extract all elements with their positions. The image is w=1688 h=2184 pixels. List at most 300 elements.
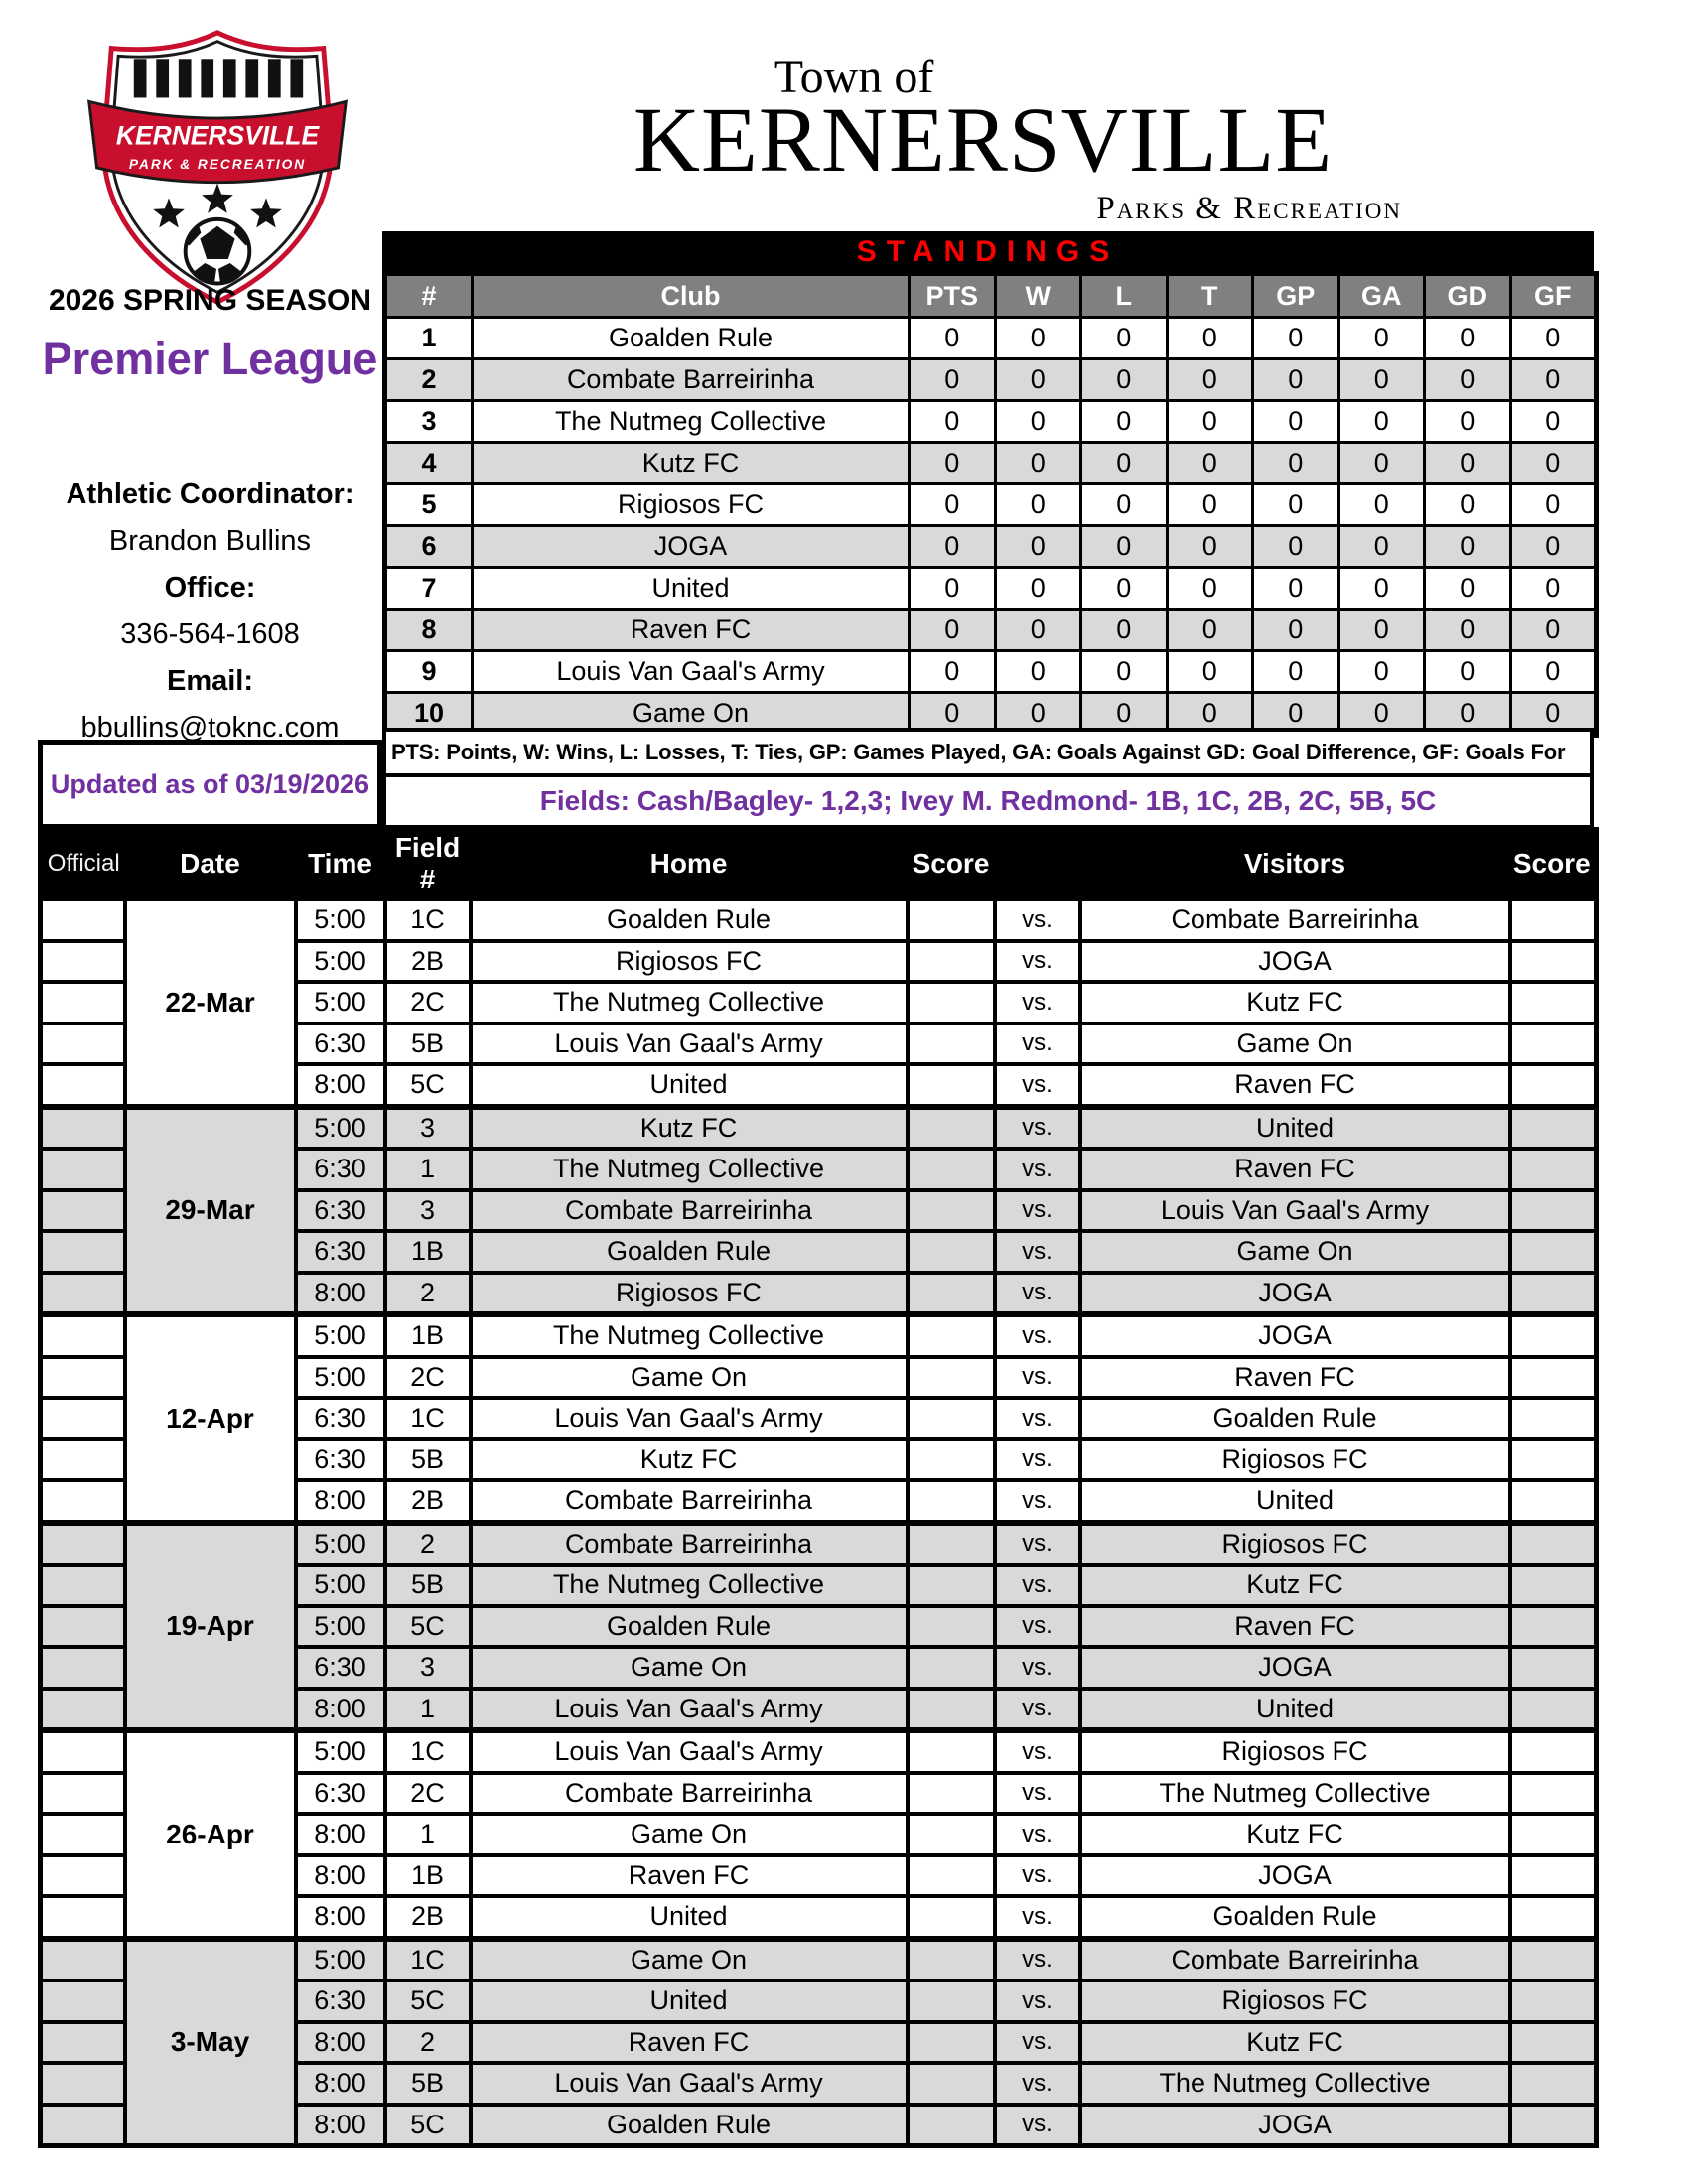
field-cell: 1B	[385, 1855, 471, 1897]
home-team-cell: Raven FC	[471, 1855, 908, 1897]
stat-cell: 0	[1425, 443, 1511, 484]
visitor-score-cell	[1510, 982, 1597, 1024]
stat-cell: 0	[1425, 401, 1511, 443]
visitor-score-cell	[1510, 1231, 1597, 1273]
time-cell: 8:00	[296, 2105, 385, 2146]
rank-cell: 7	[385, 568, 473, 610]
rank-cell: 3	[385, 401, 473, 443]
official-cell	[41, 1149, 125, 1190]
stat-cell: 0	[1167, 610, 1253, 651]
stat-cell: 0	[995, 484, 1081, 526]
field-cell: 5C	[385, 1606, 471, 1648]
field-cell: 2C	[385, 982, 471, 1024]
time-cell: 5:00	[296, 1939, 385, 1981]
vs-cell: vs.	[995, 1980, 1080, 2022]
field-cell: 2	[385, 2022, 471, 2064]
visitor-score-cell	[1510, 1896, 1597, 1939]
standings-row	[385, 651, 1597, 693]
schedule-col-header-date: Date	[125, 830, 296, 899]
game-row	[41, 1314, 1597, 1357]
official-cell	[41, 1896, 125, 1939]
home-team-cell: Louis Van Gaal's Army	[471, 1689, 908, 1731]
visitor-team-cell: Kutz FC	[1080, 982, 1510, 1024]
official-cell	[41, 1398, 125, 1439]
stat-cell: 0	[1253, 610, 1339, 651]
standings-row	[385, 359, 1597, 401]
vs-cell: vs.	[995, 1190, 1080, 1232]
schedule-col-header-score: Score	[908, 830, 995, 899]
stat-cell: 0	[910, 568, 996, 610]
time-cell: 8:00	[296, 1480, 385, 1523]
visitor-score-cell	[1510, 1565, 1597, 1606]
time-cell: 5:00	[296, 1357, 385, 1399]
club-cell: United	[473, 568, 910, 610]
visitor-team-cell: Rigiosos FC	[1080, 1980, 1510, 2022]
home-team-cell: Kutz FC	[471, 1439, 908, 1481]
time-cell: 8:00	[296, 1855, 385, 1897]
stat-cell: 0	[1338, 359, 1425, 401]
field-cell: 3	[385, 1647, 471, 1689]
stat-cell: 0	[1338, 484, 1425, 526]
time-cell: 8:00	[296, 1814, 385, 1855]
schedule-col-header-score: Score	[1510, 830, 1597, 899]
official-cell	[41, 1814, 125, 1855]
home-score-cell	[908, 1149, 995, 1190]
stat-cell: 0	[995, 318, 1081, 359]
home-score-cell	[908, 941, 995, 983]
date-cell: 26-Apr	[125, 1730, 296, 1939]
visitor-team-cell: Kutz FC	[1080, 1814, 1510, 1855]
email-address: bbullins@toknc.com	[80, 712, 340, 744]
field-cell: 3	[385, 1107, 471, 1150]
vs-cell: vs.	[995, 1024, 1080, 1065]
stat-cell: 0	[1338, 443, 1425, 484]
stat-cell: 0	[1081, 401, 1168, 443]
standings-row	[385, 318, 1597, 359]
vs-cell: vs.	[995, 1357, 1080, 1399]
time-cell: 5:00	[296, 898, 385, 941]
visitor-team-cell: Raven FC	[1080, 1357, 1510, 1399]
stat-cell: 0	[1338, 401, 1425, 443]
logo-ribbon-line1: KERNERSVILLE	[115, 120, 320, 151]
home-score-cell	[908, 1980, 995, 2022]
standings-row	[385, 484, 1597, 526]
stat-cell: 0	[1253, 443, 1339, 484]
stat-cell: 0	[1338, 651, 1425, 693]
stat-cell: 0	[1425, 318, 1511, 359]
visitor-score-cell	[1510, 1730, 1597, 1773]
home-score-cell	[908, 2105, 995, 2146]
home-team-cell: The Nutmeg Collective	[471, 1565, 908, 1606]
vs-cell: vs.	[995, 1231, 1080, 1273]
stat-cell: 0	[1081, 610, 1168, 651]
home-team-cell: Combate Barreirinha	[471, 1773, 908, 1815]
home-score-cell	[908, 2022, 995, 2064]
standings-section	[382, 231, 1594, 738]
field-cell: 1B	[385, 1231, 471, 1273]
official-cell	[41, 2022, 125, 2064]
stat-cell: 0	[910, 401, 996, 443]
vs-cell: vs.	[995, 2022, 1080, 2064]
visitor-score-cell	[1510, 1689, 1597, 1731]
home-team-cell: Louis Van Gaal's Army	[471, 1398, 908, 1439]
stat-cell: 0	[910, 359, 996, 401]
field-cell: 2B	[385, 1480, 471, 1523]
visitor-team-cell: JOGA	[1080, 1314, 1510, 1357]
time-cell: 6:30	[296, 1190, 385, 1232]
vs-cell: vs.	[995, 1480, 1080, 1523]
stat-cell: 0	[1338, 318, 1425, 359]
stat-cell: 0	[995, 526, 1081, 568]
home-score-cell	[908, 1647, 995, 1689]
stat-cell: 0	[1338, 693, 1425, 736]
field-cell: 5C	[385, 2105, 471, 2146]
vs-cell: vs.	[995, 1939, 1080, 1981]
home-team-cell: Goalden Rule	[471, 1606, 908, 1648]
home-score-cell	[908, 1523, 995, 1566]
field-cell: 1	[385, 1814, 471, 1855]
visitor-team-cell: Game On	[1080, 1231, 1510, 1273]
home-score-cell	[908, 1439, 995, 1481]
stat-cell: 0	[1425, 568, 1511, 610]
stat-cell: 0	[1510, 484, 1597, 526]
schedule-col-header-vs	[995, 830, 1080, 899]
league-name: Premier League	[42, 334, 378, 384]
stat-cell: 0	[1338, 568, 1425, 610]
field-cell: 5B	[385, 2063, 471, 2105]
official-cell	[41, 1480, 125, 1523]
office-phone: 336-564-1608	[120, 618, 300, 650]
standings-table	[382, 271, 1599, 738]
office-label: Office:	[164, 572, 256, 604]
field-cell: 1B	[385, 1314, 471, 1357]
visitor-team-cell: The Nutmeg Collective	[1080, 2063, 1510, 2105]
vs-cell: vs.	[995, 1730, 1080, 1773]
home-score-cell	[908, 1480, 995, 1523]
vs-cell: vs.	[995, 1647, 1080, 1689]
standings-row	[385, 610, 1597, 651]
stat-cell: 0	[1167, 484, 1253, 526]
schedule-col-header-home: Home	[471, 830, 908, 899]
time-cell: 5:00	[296, 982, 385, 1024]
club-cell: Raven FC	[473, 610, 910, 651]
field-cell: 1C	[385, 1939, 471, 1981]
official-cell	[41, 1273, 125, 1315]
fields-note: Fields: Cash/Bagley- 1,2,3; Ivey M. Redmond- 1B, 1C, 2B, 2C, 5B, 5C	[382, 773, 1594, 829]
official-cell	[41, 1855, 125, 1897]
visitor-score-cell	[1510, 1980, 1597, 2022]
home-score-cell	[908, 1606, 995, 1648]
field-cell: 2C	[385, 1357, 471, 1399]
home-score-cell	[908, 1273, 995, 1315]
club-cell: Goalden Rule	[473, 318, 910, 359]
visitor-score-cell	[1510, 1814, 1597, 1855]
stat-cell: 0	[1425, 484, 1511, 526]
schedule-col-header-official: Official	[41, 830, 125, 899]
visitor-team-cell: JOGA	[1080, 2105, 1510, 2146]
visitor-team-cell: United	[1080, 1107, 1510, 1150]
visitor-team-cell: United	[1080, 1480, 1510, 1523]
vs-cell: vs.	[995, 1565, 1080, 1606]
home-score-cell	[908, 1689, 995, 1731]
visitor-score-cell	[1510, 1939, 1597, 1981]
field-cell: 5C	[385, 1980, 471, 2022]
game-row	[41, 1523, 1597, 1566]
visitor-score-cell	[1510, 1107, 1597, 1150]
stat-cell: 0	[1167, 401, 1253, 443]
time-cell: 6:30	[296, 1398, 385, 1439]
stat-cell: 0	[1081, 693, 1168, 736]
standings-col-header-T: T	[1167, 274, 1253, 318]
rank-cell: 9	[385, 651, 473, 693]
home-team-cell: The Nutmeg Collective	[471, 982, 908, 1024]
visitor-score-cell	[1510, 1190, 1597, 1232]
field-cell: 5B	[385, 1024, 471, 1065]
time-cell: 5:00	[296, 941, 385, 983]
home-score-cell	[908, 1730, 995, 1773]
club-cell: Louis Van Gaal's Army	[473, 651, 910, 693]
stat-cell: 0	[1253, 526, 1339, 568]
document-title-block	[556, 50, 1410, 233]
title-kernersville: KERNERSVILLE	[633, 89, 1334, 192]
standings-row	[385, 443, 1597, 484]
time-cell: 5:00	[296, 1523, 385, 1566]
schedule-col-header-visitors: Visitors	[1080, 830, 1510, 899]
vs-cell: vs.	[995, 1523, 1080, 1566]
field-cell: 1C	[385, 1398, 471, 1439]
field-cell: 5C	[385, 1064, 471, 1107]
official-cell	[41, 898, 125, 941]
game-row	[41, 1107, 1597, 1150]
stat-cell: 0	[1167, 443, 1253, 484]
official-cell	[41, 1314, 125, 1357]
standings-legend: PTS: Points, W: Wins, L: Losses, T: Ties, GP: Games Played, GA: Goals Against GD: Goal Difference, GF: Goals For	[382, 728, 1594, 777]
stat-cell: 0	[910, 484, 996, 526]
standings-col-header-GA: GA	[1338, 274, 1425, 318]
stat-cell: 0	[1510, 693, 1597, 736]
official-cell	[41, 1357, 125, 1399]
standings-row	[385, 568, 1597, 610]
season-title: 2026 SPRING SEASON	[48, 284, 372, 317]
official-cell	[41, 2105, 125, 2146]
standings-col-header-#: #	[385, 274, 473, 318]
visitor-score-cell	[1510, 1480, 1597, 1523]
club-cell: JOGA	[473, 526, 910, 568]
stat-cell: 0	[1253, 568, 1339, 610]
field-cell: 3	[385, 1190, 471, 1232]
visitor-team-cell: JOGA	[1080, 1647, 1510, 1689]
stat-cell: 0	[1510, 526, 1597, 568]
stat-cell: 0	[1510, 318, 1597, 359]
rank-cell: 5	[385, 484, 473, 526]
vs-cell: vs.	[995, 1606, 1080, 1648]
home-team-cell: Combate Barreirinha	[471, 1190, 908, 1232]
visitor-score-cell	[1510, 1398, 1597, 1439]
visitor-team-cell: Raven FC	[1080, 1606, 1510, 1648]
field-cell: 5B	[385, 1565, 471, 1606]
home-score-cell	[908, 1024, 995, 1065]
time-cell: 6:30	[296, 1980, 385, 2022]
vs-cell: vs.	[995, 1398, 1080, 1439]
home-score-cell	[908, 1773, 995, 1815]
home-team-cell: Goalden Rule	[471, 898, 908, 941]
vs-cell: vs.	[995, 1773, 1080, 1815]
official-cell	[41, 1064, 125, 1107]
vs-cell: vs.	[995, 898, 1080, 941]
stat-cell: 0	[1253, 693, 1339, 736]
standings-col-header-Club: Club	[473, 274, 910, 318]
time-cell: 6:30	[296, 1439, 385, 1481]
home-team-cell: Rigiosos FC	[471, 1273, 908, 1315]
time-cell: 5:00	[296, 1565, 385, 1606]
stat-cell: 0	[1081, 359, 1168, 401]
visitor-score-cell	[1510, 1314, 1597, 1357]
time-cell: 6:30	[296, 1024, 385, 1065]
visitor-score-cell	[1510, 1149, 1597, 1190]
visitor-score-cell	[1510, 1855, 1597, 1897]
stat-cell: 0	[1510, 610, 1597, 651]
stat-cell: 0	[1167, 318, 1253, 359]
stat-cell: 0	[1253, 484, 1339, 526]
home-team-cell: The Nutmeg Collective	[471, 1314, 908, 1357]
official-cell	[41, 1231, 125, 1273]
vs-cell: vs.	[995, 2063, 1080, 2105]
official-cell	[41, 1730, 125, 1773]
official-cell	[41, 2063, 125, 2105]
email-label: Email:	[166, 665, 254, 697]
field-cell: 2	[385, 1273, 471, 1315]
home-team-cell: Kutz FC	[471, 1107, 908, 1150]
visitor-team-cell: Rigiosos FC	[1080, 1730, 1510, 1773]
visitor-score-cell	[1510, 1439, 1597, 1481]
home-team-cell: United	[471, 1064, 908, 1107]
standings-col-header-GD: GD	[1425, 274, 1511, 318]
rank-cell: 8	[385, 610, 473, 651]
vs-cell: vs.	[995, 982, 1080, 1024]
standings-header-row	[385, 274, 1597, 318]
home-score-cell	[908, 1939, 995, 1981]
home-team-cell: Louis Van Gaal's Army	[471, 1730, 908, 1773]
game-row	[41, 898, 1597, 941]
stat-cell: 0	[1081, 443, 1168, 484]
official-cell	[41, 1606, 125, 1648]
field-cell: 2B	[385, 1896, 471, 1939]
field-cell: 2	[385, 1523, 471, 1566]
standings-col-header-W: W	[995, 274, 1081, 318]
stat-cell: 0	[910, 693, 996, 736]
official-cell	[41, 1523, 125, 1566]
visitor-score-cell	[1510, 1773, 1597, 1815]
visitor-team-cell: Raven FC	[1080, 1064, 1510, 1107]
stat-cell: 0	[995, 359, 1081, 401]
time-cell: 8:00	[296, 2063, 385, 2105]
visitor-score-cell	[1510, 1024, 1597, 1065]
time-cell: 6:30	[296, 1647, 385, 1689]
visitor-score-cell	[1510, 1647, 1597, 1689]
visitor-score-cell	[1510, 1606, 1597, 1648]
vs-cell: vs.	[995, 1273, 1080, 1315]
official-cell	[41, 1939, 125, 1981]
club-cell: Combate Barreirinha	[473, 359, 910, 401]
stat-cell: 0	[1253, 318, 1339, 359]
stat-cell: 0	[1425, 693, 1511, 736]
stat-cell: 0	[995, 568, 1081, 610]
game-row	[41, 1939, 1597, 1981]
visitor-score-cell	[1510, 2063, 1597, 2105]
home-score-cell	[908, 1107, 995, 1150]
date-cell: 12-Apr	[125, 1314, 296, 1523]
vs-cell: vs.	[995, 1107, 1080, 1150]
visitor-team-cell: United	[1080, 1689, 1510, 1731]
home-score-cell	[908, 898, 995, 941]
stat-cell: 0	[1425, 359, 1511, 401]
vs-cell: vs.	[995, 1314, 1080, 1357]
visitor-team-cell: Rigiosos FC	[1080, 1439, 1510, 1481]
stat-cell: 0	[1167, 651, 1253, 693]
schedule-section	[38, 827, 1594, 2148]
home-team-cell: Combate Barreirinha	[471, 1480, 908, 1523]
stat-cell: 0	[910, 526, 996, 568]
rank-cell: 2	[385, 359, 473, 401]
visitor-team-cell: Kutz FC	[1080, 2022, 1510, 2064]
vs-cell: vs.	[995, 2105, 1080, 2146]
official-cell	[41, 1980, 125, 2022]
time-cell: 5:00	[296, 1606, 385, 1648]
official-cell	[41, 1647, 125, 1689]
home-team-cell: Game On	[471, 1647, 908, 1689]
coordinator-name: Brandon Bullins	[108, 525, 312, 557]
visitor-score-cell	[1510, 1523, 1597, 1566]
field-cell: 5B	[385, 1439, 471, 1481]
time-cell: 8:00	[296, 1273, 385, 1315]
visitor-score-cell	[1510, 941, 1597, 983]
home-team-cell: Game On	[471, 1357, 908, 1399]
time-cell: 5:00	[296, 1730, 385, 1773]
home-team-cell: Combate Barreirinha	[471, 1523, 908, 1566]
time-cell: 5:00	[296, 1107, 385, 1150]
time-cell: 6:30	[296, 1773, 385, 1815]
field-cell: 1C	[385, 898, 471, 941]
vs-cell: vs.	[995, 1439, 1080, 1481]
visitor-team-cell: Raven FC	[1080, 1149, 1510, 1190]
date-cell: 22-Mar	[125, 898, 296, 1107]
home-score-cell	[908, 1314, 995, 1357]
stat-cell: 0	[995, 610, 1081, 651]
stat-cell: 0	[1253, 651, 1339, 693]
vs-cell: vs.	[995, 1855, 1080, 1897]
visitor-score-cell	[1510, 1357, 1597, 1399]
official-cell	[41, 1107, 125, 1150]
home-team-cell: Goalden Rule	[471, 1231, 908, 1273]
sidebar	[38, 284, 382, 745]
official-cell	[41, 1773, 125, 1815]
schedule-col-header-field-: Field #	[385, 830, 471, 899]
official-cell	[41, 1689, 125, 1731]
official-cell	[41, 1439, 125, 1481]
rank-cell: 6	[385, 526, 473, 568]
field-cell: 2B	[385, 941, 471, 983]
visitor-team-cell: JOGA	[1080, 1855, 1510, 1897]
stat-cell: 0	[1510, 443, 1597, 484]
home-score-cell	[908, 1190, 995, 1232]
home-score-cell	[908, 1398, 995, 1439]
field-cell: 1C	[385, 1730, 471, 1773]
standings-col-header-GP: GP	[1253, 274, 1339, 318]
visitor-team-cell: Goalden Rule	[1080, 1398, 1510, 1439]
visitor-score-cell	[1510, 1064, 1597, 1107]
home-team-cell: The Nutmeg Collective	[471, 1149, 908, 1190]
visitor-score-cell	[1510, 2105, 1597, 2146]
